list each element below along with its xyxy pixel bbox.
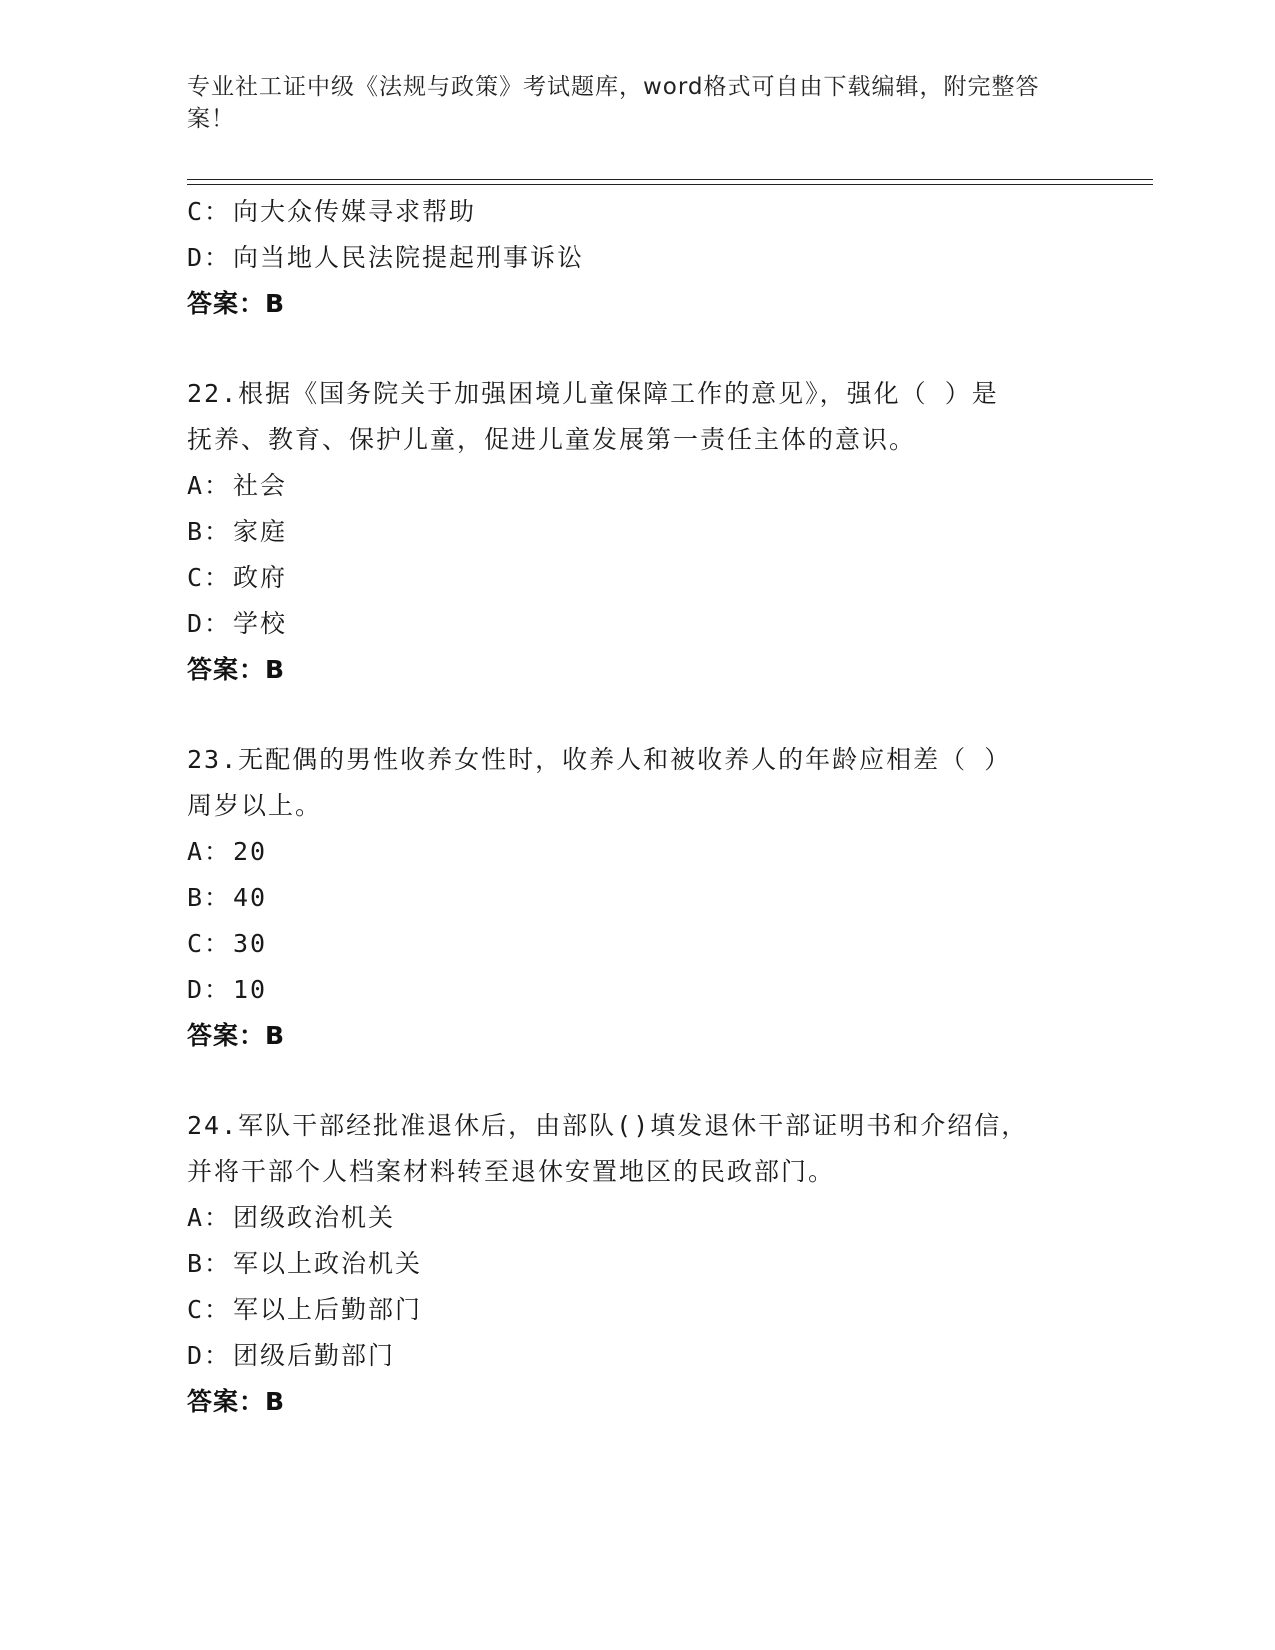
option-a (187, 829, 1087, 875)
answer-value: B (265, 1387, 286, 1416)
option-b (187, 1241, 1087, 1287)
option-key: C： (187, 1295, 232, 1324)
option-text: 军以上后勤部门 (233, 1295, 423, 1324)
question-list (187, 189, 1087, 1425)
option-b (187, 509, 1087, 555)
option-c (187, 1287, 1087, 1333)
answer-prefix: 答案： (187, 1387, 266, 1416)
option-d (187, 235, 1087, 281)
header-line-2: 案！ (187, 106, 235, 132)
header-divider-top (187, 179, 1153, 180)
page-header (187, 71, 1087, 135)
option-key: D： (187, 1341, 232, 1370)
option-c (187, 189, 1087, 235)
question-23 (187, 737, 1087, 1059)
question-text-line-1: 24.军队干部经批准退休后，由部队()填发退休干部证明书和介绍信， (187, 1111, 1029, 1140)
option-d (187, 601, 1087, 647)
option-key: B： (187, 1249, 232, 1278)
option-a (187, 1195, 1087, 1241)
option-d (187, 1333, 1087, 1379)
option-key: D： (187, 609, 232, 638)
option-d (187, 967, 1087, 1013)
option-key: D： (187, 975, 232, 1004)
option-text: 政府 (233, 563, 288, 592)
question-text-line-2: 抚养、教育、保护儿童，促进儿童发展第一责任主体的意识。 (187, 425, 917, 454)
option-text: 团级后勤部门 (233, 1341, 396, 1370)
option-text: 军以上政治机关 (233, 1249, 423, 1278)
option-text: 10 (233, 975, 268, 1004)
option-text: 40 (233, 883, 268, 912)
option-key: D： (187, 243, 232, 272)
answer-value: B (265, 1021, 286, 1050)
answer-line (187, 281, 1087, 327)
option-key: A： (187, 1203, 232, 1232)
question-text-line-2: 并将干部个人档案材料转至退休安置地区的民政部门。 (187, 1157, 836, 1186)
option-text: 向大众传媒寻求帮助 (233, 197, 477, 226)
answer-value: B (265, 289, 286, 318)
option-text: 学校 (233, 609, 288, 638)
answer-prefix: 答案： (187, 289, 266, 318)
question-text-line-1: 23.无配偶的男性收养女性时，收养人和被收养人的年龄应相差（ ） (187, 745, 1012, 774)
answer-line (187, 1379, 1087, 1425)
option-text: 20 (233, 837, 268, 866)
answer-line (187, 1013, 1087, 1059)
option-key: C： (187, 929, 232, 958)
option-c (187, 555, 1087, 601)
option-key: B： (187, 883, 232, 912)
answer-value: B (265, 655, 286, 684)
question-21-tail (187, 189, 1087, 327)
option-text: 向当地人民法院提起刑事诉讼 (233, 243, 585, 272)
question-24 (187, 1103, 1087, 1425)
option-a (187, 463, 1087, 509)
option-text: 30 (233, 929, 268, 958)
option-key: A： (187, 837, 232, 866)
option-text: 家庭 (233, 517, 288, 546)
option-c (187, 921, 1087, 967)
option-key: C： (187, 197, 232, 226)
option-key: B： (187, 517, 232, 546)
option-b (187, 875, 1087, 921)
header-line-1: 专业社工证中级《法规与政策》考试题库，word格式可自由下载编辑，附完整答 (187, 74, 1040, 100)
answer-line (187, 647, 1087, 693)
option-key: A： (187, 471, 232, 500)
option-text: 团级政治机关 (233, 1203, 396, 1232)
question-text-line-1: 22.根据《国务院关于加强困境儿童保障工作的意见》，强化（ ）是 (187, 379, 999, 408)
answer-prefix: 答案： (187, 655, 266, 684)
question-text-line-2: 周岁以上。 (187, 791, 323, 820)
header-divider-bottom (187, 184, 1153, 185)
option-text: 社会 (233, 471, 288, 500)
question-22 (187, 371, 1087, 693)
option-key: C： (187, 563, 232, 592)
answer-prefix: 答案： (187, 1021, 266, 1050)
